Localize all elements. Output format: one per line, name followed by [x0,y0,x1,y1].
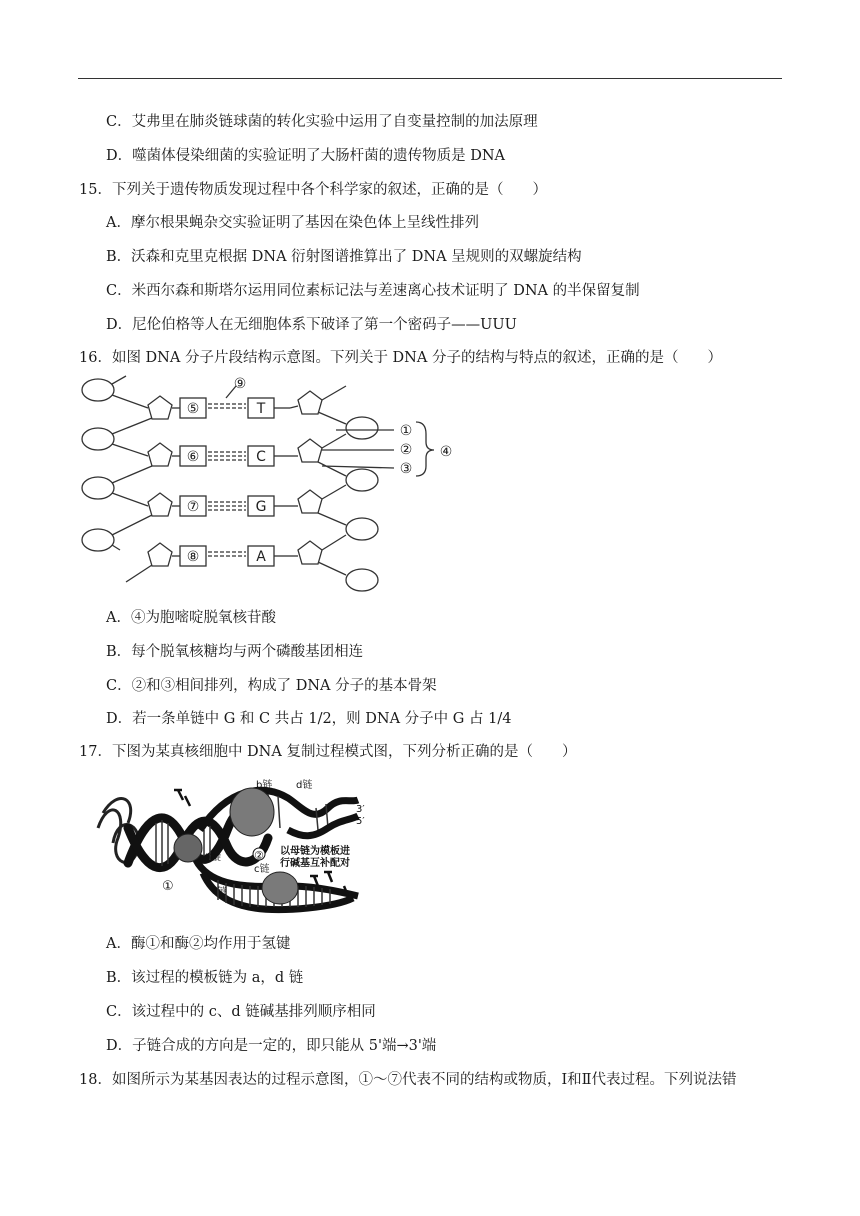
q15-option-c: C．米西尔森和斯塔尔运用同位素标记法与差速离心技术证明了 DNA 的半保留复制 [106,283,640,299]
base-g: G [255,499,267,515]
q17-option-a: A．酶①和酶②均作用于氢键 [106,936,291,952]
q14-option-c: C．艾弗里在肺炎链球菌的转化实验中运用了自变量控制的加法原理 [106,114,538,130]
header-rule [78,78,782,79]
q14-option-d: D．噬菌体侵染细菌的实验证明了大肠杆菌的遗传物质是 DNA [106,148,506,164]
q17-option-c: C．该过程中的 c、d 链碱基排列顺序相同 [106,1004,376,1020]
end-3-label: 3′ [356,804,365,815]
q15-option-b: B．沃森和克里克根据 DNA 衍射图谱推算出了 DNA 呈规则的双螺旋结构 [106,249,582,265]
unwind-label: 解旋 [205,853,221,862]
note-line-1: 以母链为模板进 [280,846,350,857]
q17-stem: 17．下图为某真核细胞中 DNA 复制过程模式图，下列分析正确的是（ ） [79,744,577,760]
label-2: ② [399,442,413,458]
label-6: ⑥ [186,449,200,465]
dna-structure-figure [76,372,466,600]
q16-option-c: C．②和③相间排列，构成了 DNA 分子的基本骨架 [106,678,437,694]
q15-stem: 15．下列关于遗传物质发现过程中各个科学家的叙述，正确的是（ ） [79,182,547,198]
base-a: A [256,549,266,565]
a-chain-label: a链 [212,887,227,897]
label-1: ① [399,423,413,439]
q16-option-b: B．每个脱氧核糖均与两个磷酸基团相连 [106,644,364,660]
q16-option-d: D．若一条单链中 G 和 C 共占 1/2，则 DNA 分子中 G 占 1/4 [106,711,512,727]
q18-stem: 18．如图所示为某基因表达的过程示意图，①～⑦代表不同的结构或物质，Ⅰ和Ⅱ代表过程。下列说法错 [79,1072,737,1088]
q16-stem: 16．如图 DNA 分子片段结构示意图。下列关于 DNA 分子的结构与特点的叙述，正确的是（ ） [79,350,722,366]
q17-option-b: B．该过程的模板链为 a，d 链 [106,970,304,986]
label-9: ⑨ [233,376,247,392]
d-chain-label: d链 [296,780,313,791]
label-4: ④ [439,444,453,460]
label-5: ⑤ [186,401,200,417]
q15-option-d: D．尼伦伯格等人在无细胞体系下破译了第一个密码子——UUU [106,317,517,333]
q15-option-a: A．摩尔根果蝇杂交实验证明了基因在染色体上呈线性排列 [106,215,479,231]
base-c: C [256,449,266,465]
q17-option-d: D．子链合成的方向是一定的，即只能从 5'端→3'端 [106,1038,437,1054]
b-chain-label: b链 [256,780,273,791]
label-3: ③ [399,461,413,477]
label-7: ⑦ [186,499,200,515]
end-5-label: 5′ [356,816,365,827]
c-chain-label: c链 [254,864,270,875]
note-line-2: 行碱基互补配对 [280,858,350,869]
label-8: ⑧ [186,549,200,565]
enzyme-1-label: ① [162,879,174,894]
base-t: T [256,401,266,417]
dna-replication-figure [88,768,378,918]
enzyme-2-label: ② [254,849,264,862]
q16-option-a: A．④为胞嘧啶脱氧核苷酸 [106,610,276,626]
